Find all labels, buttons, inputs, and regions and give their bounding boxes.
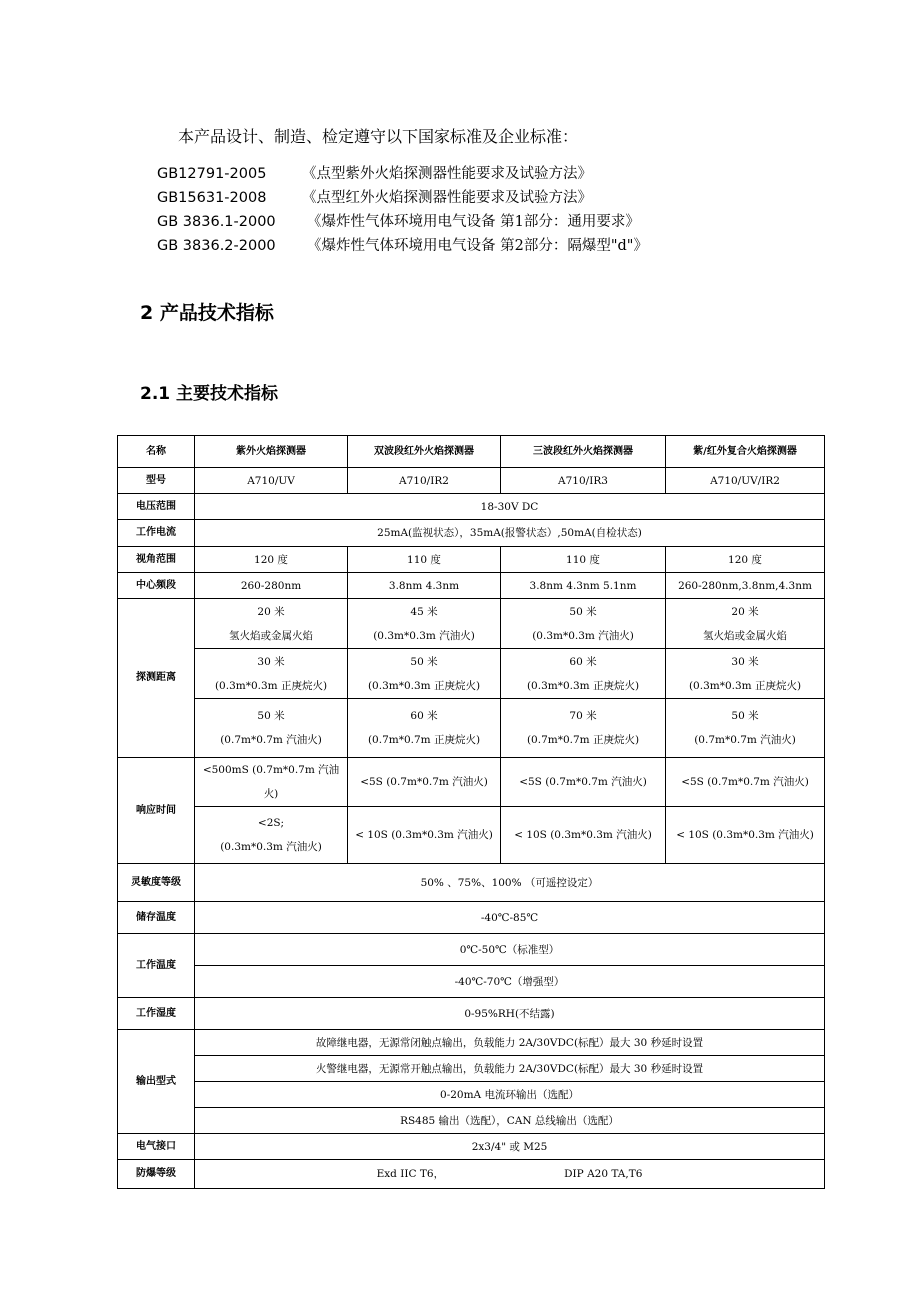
table-header-row (118, 436, 825, 468)
table-cell: 60 米 (0.3m*0.3m 正庚烷火) (501, 649, 666, 699)
table-cell: 60 米 (0.7m*0.7m 正庚烷火) (348, 699, 501, 758)
header-cell: 名称 (118, 436, 195, 468)
row-label: 电气接口 (118, 1134, 195, 1160)
table-row (118, 1082, 825, 1108)
table-cell: <2S; (0.3m*0.3m 汽油火) (195, 807, 348, 864)
table-row (118, 807, 825, 864)
standard-title: 《点型红外火焰探测器性能要求及试验方法》 (302, 190, 592, 206)
standard-item (157, 210, 648, 234)
row-label: 防爆等级 (118, 1160, 195, 1189)
standard-code: GB 3836.2-2000 (157, 238, 276, 254)
row-label: 灵敏度等级 (118, 864, 195, 902)
table-cell: 0℃-50℃（标准型） (195, 934, 825, 966)
table-cell: < 10S (0.3m*0.3m 汽油火) (501, 807, 666, 864)
table-cell: 120 度 (195, 547, 348, 573)
standards-list (157, 162, 648, 258)
row-label: 工作湿度 (118, 998, 195, 1030)
table-cell: 火警继电器，无源常开触点输出，负载能力 2A/30VDC(标配）最大 30 秒延时设置 (195, 1056, 825, 1082)
table-row (118, 1108, 825, 1134)
standard-title: 《爆炸性气体环境用电气设备 第1部分：通用要求》 (307, 214, 640, 230)
table-row (118, 1134, 825, 1160)
header-cell: 紫/红外复合火焰探测器 (666, 436, 825, 468)
table-row (118, 520, 825, 547)
table-cell: 30 米 (0.3m*0.3m 正庚烷火) (195, 649, 348, 699)
row-label: 工作电流 (118, 520, 195, 547)
standard-title: 《点型紫外火焰探测器性能要求及试验方法》 (302, 166, 592, 182)
table-row (118, 494, 825, 520)
table-cell: <5S (0.7m*0.7m 汽油火) (348, 758, 501, 807)
table-cell: 30 米 (0.3m*0.3m 正庚烷火) (666, 649, 825, 699)
table-row (118, 1030, 825, 1056)
table-cell: 20 米 氢火焰或金属火焰 (666, 599, 825, 649)
table-row (118, 998, 825, 1030)
table-cell: 3.8nm 4.3nm 5.1nm (501, 573, 666, 599)
header-cell: 三波段红外火焰探测器 (501, 436, 666, 468)
standard-code: GB 3836.1-2000 (157, 214, 276, 230)
table-cell: A710/IR3 (501, 468, 666, 494)
table-row (118, 547, 825, 573)
table-cell: 45 米 (0.3m*0.3m 汽油火) (348, 599, 501, 649)
table-cell: 50 米 (0.3m*0.3m 汽油火) (501, 599, 666, 649)
table-cell: 0-95%RH(不结露) (195, 998, 825, 1030)
table-cell: RS485 输出（选配），CAN 总线输出（选配） (195, 1108, 825, 1134)
table-cell: 260-280nm,3.8nm,4.3nm (666, 573, 825, 599)
table-cell: Exd IIC T6， DIP A20 TA,T6 (195, 1160, 825, 1189)
table-row (118, 699, 825, 758)
table-cell: A710/UV/IR2 (666, 468, 825, 494)
section-heading: 2 产品技术指标 (140, 302, 274, 324)
table-cell: 故障继电器，无源常闭触点输出，负载能力 2A/30VDC(标配）最大 30 秒延时设置 (195, 1030, 825, 1056)
table-cell: <500mS (0.7m*0.7m 汽油火) (195, 758, 348, 807)
table-cell: < 10S (0.3m*0.3m 汽油火) (666, 807, 825, 864)
table-cell: 110 度 (501, 547, 666, 573)
table-cell: -40℃-85℃ (195, 902, 825, 934)
table-cell: <5S (0.7m*0.7m 汽油火) (501, 758, 666, 807)
standard-title: 《爆炸性气体环境用电气设备 第2部分：隔爆型"d"》 (307, 238, 648, 254)
table-cell: 110 度 (348, 547, 501, 573)
row-label: 输出型式 (118, 1030, 195, 1134)
row-label: 视角范围 (118, 547, 195, 573)
standard-code: GB15631-2008 (157, 190, 267, 206)
table-cell: 50 米 (0.7m*0.7m 汽油火) (195, 699, 348, 758)
standard-item (157, 162, 648, 186)
table-row (118, 599, 825, 649)
table-cell: 2x3/4" 或 M25 (195, 1134, 825, 1160)
row-label: 响应时间 (118, 758, 195, 864)
table-cell: < 10S (0.3m*0.3m 汽油火) (348, 807, 501, 864)
table-cell: 25mA(监视状态），35mA(报警状态）,50mA(自检状态) (195, 520, 825, 547)
standard-item (157, 234, 648, 258)
table-row (118, 864, 825, 902)
table-cell: <5S (0.7m*0.7m 汽油火) (666, 758, 825, 807)
table-row (118, 758, 825, 807)
table-cell: 18-30V DC (195, 494, 825, 520)
header-cell: 双波段红外火焰探测器 (348, 436, 501, 468)
table-row (118, 649, 825, 699)
standard-item (157, 186, 648, 210)
table-row (118, 1056, 825, 1082)
row-label: 探测距离 (118, 599, 195, 758)
table-row (118, 934, 825, 966)
table-cell: 260-280nm (195, 573, 348, 599)
table-row (118, 902, 825, 934)
header-cell: 紫外火焰探测器 (195, 436, 348, 468)
table-row (118, 966, 825, 998)
intro-text: 本产品设计、制造、检定遵守以下国家标准及企业标准： (178, 127, 579, 146)
table-cell: 50 米 (0.7m*0.7m 汽油火) (666, 699, 825, 758)
table-row (118, 573, 825, 599)
table-cell: 3.8nm 4.3nm (348, 573, 501, 599)
subsection-heading: 2.1 主要技术指标 (140, 384, 279, 404)
table-cell: -40℃-70℃（增强型） (195, 966, 825, 998)
row-label: 型号 (118, 468, 195, 494)
table-cell: A710/IR2 (348, 468, 501, 494)
table-cell: 50 米 (0.3m*0.3m 正庚烷火) (348, 649, 501, 699)
table-cell: 120 度 (666, 547, 825, 573)
standard-code: GB12791-2005 (157, 166, 267, 182)
table-row (118, 468, 825, 494)
table-cell: 50% 、75%、100% （可遥控设定） (195, 864, 825, 902)
table-cell: 0-20mA 电流环输出（选配） (195, 1082, 825, 1108)
table-row (118, 1160, 825, 1189)
row-label: 电压范围 (118, 494, 195, 520)
row-label: 工作温度 (118, 934, 195, 998)
row-label: 储存温度 (118, 902, 195, 934)
table-cell: A710/UV (195, 468, 348, 494)
table-cell: 70 米 (0.7m*0.7m 正庚烷火) (501, 699, 666, 758)
row-label: 中心频段 (118, 573, 195, 599)
table-cell: 20 米 氢火焰或金属火焰 (195, 599, 348, 649)
spec-table (117, 435, 825, 1189)
